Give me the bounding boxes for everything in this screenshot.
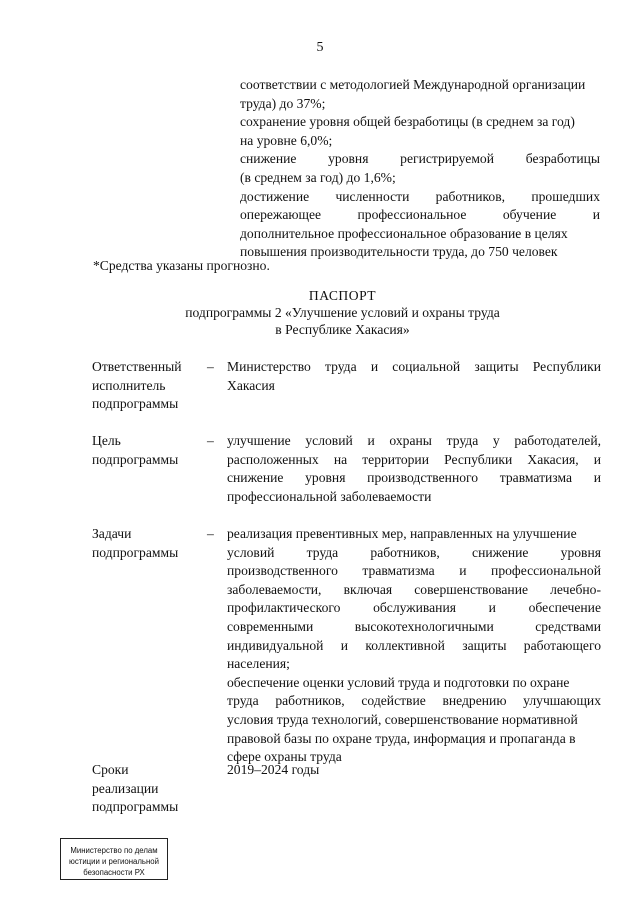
text-line: (в среднем за год) до 1,6%; <box>240 169 396 185</box>
row-timeline-text <box>227 761 601 780</box>
passport-subtitle-line-2: в Республике Хакасия» <box>275 322 410 337</box>
text-line: условий труда работников, снижение уровня <box>227 544 601 560</box>
row-tasks-text <box>227 525 601 767</box>
text-line: условия труда технологий, совершенствование нормативной <box>227 711 578 727</box>
passport-subtitle-line-1: подпрограммы 2 «Улучшение условий и охраны труда <box>185 305 500 320</box>
row-goal-text <box>227 432 601 506</box>
text-line: сохранение уровня общей безработицы (в среднем за год) <box>240 114 575 130</box>
row-goal-dash: – <box>207 433 214 448</box>
text-line: индивидуальной и коллективной защиты работающего <box>227 637 601 653</box>
row-tasks-label: Задачи подпрограммы <box>92 526 179 560</box>
text-line: соответствии с методологией Международной организации <box>240 77 586 92</box>
text-line: труда) до 37%; <box>240 95 326 111</box>
text-line: труда работников, содействие внедрению улучшающих <box>227 693 601 709</box>
row-goal-label: Цель подпрограммы <box>92 433 179 467</box>
text-line: производственного травматизма и профессиональной <box>227 563 601 579</box>
page-number: 5 <box>316 40 324 55</box>
text-line: Министерство труда и социальной защиты Республики <box>227 359 601 374</box>
registration-stamp: Министерство по делам юстиции и региональной безопасности РХ <box>60 838 168 880</box>
text-line: заболеваемости, включая совершенствование лечебно- <box>227 581 601 597</box>
passport-heading <box>0 287 640 338</box>
row-responsible-label: Ответственный исполнитель подпрограммы <box>92 359 182 412</box>
text-line: на уровне 6,0%; <box>240 132 333 148</box>
row-responsible-text <box>227 358 601 395</box>
text-line: 2019–2024 годы <box>227 762 320 777</box>
row-timeline-label: Сроки реализации подпрограммы <box>92 762 179 815</box>
passport-title: ПАСПОРТ <box>308 288 377 303</box>
text-line: повышения производительности труда, до 750 человек <box>240 244 558 260</box>
text-line: правовой базы по охране труда, информация и пропаганда в <box>227 730 576 746</box>
text-line: дополнительное профессиональное образование в целях <box>240 225 568 241</box>
row-tasks-dash: – <box>207 526 214 541</box>
row-responsible-dash: – <box>207 359 214 374</box>
text-line: современными высокотехнологичными средствами <box>227 618 601 634</box>
footnote: *Средства указаны прогнозно. <box>93 258 270 273</box>
text-line: профилактического обслуживания и обеспечение <box>227 600 601 616</box>
text-line: снижение уровня производственного травматизма и <box>227 470 601 486</box>
text-line: расположенных на территории Республики Хакасия, и <box>227 451 601 467</box>
intro-list <box>240 76 600 262</box>
text-line: обеспечение оценки условий труда и подготовки по охране <box>227 674 570 690</box>
text-line: улучшение условий и охраны труда у работодателей, <box>227 433 601 448</box>
text-line: Хакасия <box>227 377 275 393</box>
text-line: населения; <box>227 656 290 672</box>
text-line: сфере охраны труда <box>227 749 342 765</box>
text-line: опережающее профессиональное обучение и <box>240 207 600 223</box>
text-line: профессиональной заболеваемости <box>227 488 432 504</box>
text-line: реализация превентивных мер, направленных на улучшение <box>227 526 577 541</box>
text-line: достижение численности работников, прошедших <box>240 188 600 204</box>
text-line: снижение уровня регистрируемой безработицы <box>240 151 600 167</box>
